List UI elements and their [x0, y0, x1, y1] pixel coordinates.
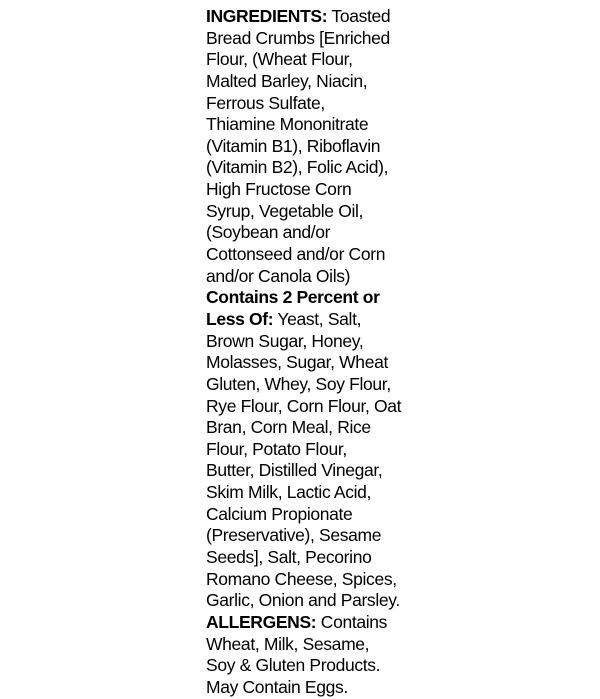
contains-line: Garlic, Onion and Parsley. — [206, 590, 400, 611]
contains-line: Calcium Propionate — [206, 503, 353, 524]
contains-line — [206, 309, 410, 331]
ingredients-line: (Vitamin B2), Folic Acid), — [206, 157, 389, 178]
contains-line: Bran, Corn Meal, Rice — [206, 417, 371, 438]
ingredients-line: Bread Crumbs [Enriched — [206, 27, 390, 48]
contains-line: Romano Cheese, Spices, — [206, 568, 397, 589]
contains-line: Butter, Distilled Vinegar, — [206, 460, 383, 481]
ingredients-text: Toasted — [327, 6, 391, 26]
ingredients-line: Malted Barley, Niacin, — [206, 70, 368, 91]
allergens-line: Wheat, Milk, Sesame, — [206, 633, 370, 654]
ingredients-line: Syrup, Vegetable Oil, — [206, 200, 364, 221]
ingredients-line: Ferrous Sulfate, — [206, 92, 325, 113]
contains-line: Gluten, Whey, Soy Flour, — [206, 373, 391, 394]
allergens-line: May Contain Eggs. — [206, 676, 348, 697]
contains-text: Yeast, Salt, — [273, 308, 362, 329]
ingredients-line: Thiamine Mononitrate — [206, 114, 369, 135]
contains-line: Seeds], Salt, Pecorino — [206, 547, 372, 568]
contains-line: Flour, Potato Flour, — [206, 438, 347, 459]
contains-line: Molasses, Sugar, Wheat — [206, 352, 388, 373]
contains-line: Brown Sugar, Honey, — [206, 330, 364, 351]
allergens-heading: ALLERGENS: — [206, 611, 317, 632]
ingredients-heading: INGREDIENTS: — [206, 6, 328, 26]
ingredients-line: Flour, (Wheat Flour, — [206, 49, 353, 70]
allergens-line — [206, 612, 410, 634]
ingredients-line: (Vitamin B1), Riboflavin — [206, 135, 381, 156]
contains-line: (Preservative), Sesame — [206, 525, 382, 546]
ingredients-label — [206, 6, 410, 699]
contains-line: Rye Flour, Corn Flour, Oat — [206, 395, 402, 416]
contains-heading: Contains 2 Percent or — [206, 287, 380, 308]
ingredients-line: Cottonseed and/or Corn — [206, 244, 386, 265]
contains-heading-2: Less Of: — [206, 308, 274, 329]
contains-line: Skim Milk, Lactic Acid, — [206, 482, 372, 503]
allergens-line: Soy & Gluten Products. — [206, 655, 381, 676]
ingredients-line: and/or Canola Oils) — [206, 265, 351, 286]
ingredients-line: (Soybean and/or — [206, 222, 331, 243]
ingredients-line — [206, 6, 410, 28]
allergens-text: Contains — [316, 611, 388, 632]
ingredients-line: High Fructose Corn — [206, 179, 352, 200]
